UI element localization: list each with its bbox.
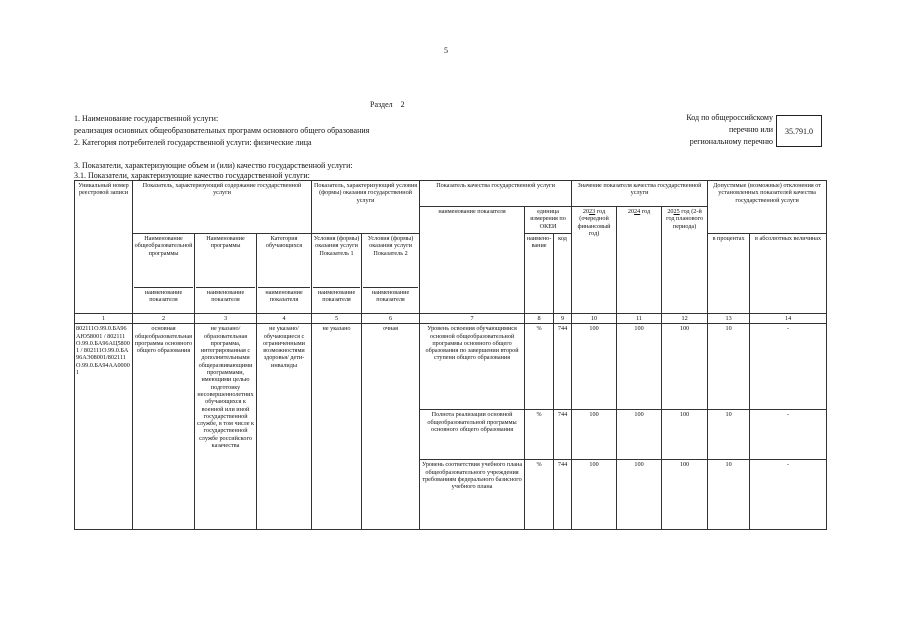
col-num-8: 8 [525, 314, 554, 324]
deviation-pct-2: 10 [708, 410, 750, 460]
service-name-value: реализация основных общеобразовательных программ основного общего образования [74, 126, 370, 135]
header-program-type [133, 234, 195, 314]
program-title: Наименование программы [206, 235, 245, 250]
value-year3-3: 100 [662, 460, 708, 530]
value-year2-2: 100 [617, 410, 662, 460]
indicators-heading: 3. Показатели, характеризующие объем и (или) качество государственной услуги: [74, 161, 353, 170]
value-year2-3: 100 [617, 460, 662, 530]
year2-prefix: 20 [627, 208, 635, 215]
header-year2 [617, 207, 662, 314]
header-unit-code: код [554, 234, 572, 314]
cond2-title: Условия (формы) оказания услуги Показатель 2 [367, 235, 414, 257]
header-category [257, 234, 312, 314]
indicator-name-2: Полнота реализации основной общеобразовательной программы основного общего образования [420, 410, 525, 460]
value-year1-3: 100 [572, 460, 617, 530]
col-num-4: 4 [257, 314, 312, 324]
year3-prefix: 20 [667, 208, 674, 215]
program-subtitle: наименование показателя [196, 287, 255, 304]
section-label: Раздел [370, 100, 393, 109]
code-1: 744 [554, 324, 572, 410]
year3-caption: год (2-й год планового периода) [666, 208, 704, 230]
header-content: Показатель, характеризующий содержание государственной услуги [133, 181, 312, 234]
deviation-abs-3: - [750, 460, 827, 530]
cond2-value: очная [362, 324, 420, 530]
section-number: 2 [400, 100, 405, 109]
deviation-pct-1: 10 [708, 324, 750, 410]
value-year2-1: 100 [617, 324, 662, 410]
consumer-category: 2. Категория потребителей государственной услуги: физические лица [74, 138, 312, 147]
category-value: не указано/ обучающиеся с ограниченными возможностями здоровья/ дети-инвалиды [257, 324, 312, 530]
header-program [195, 234, 257, 314]
program-value: не указано/ образовательная программа, интегрированная с дополнительными общеразвивающими программами, имеющими целью подготовку несовершеннолетних обучающихся к военной или иной государственной службе, в том числе к государственной службе российского казачества [195, 324, 257, 530]
code-label [686, 112, 773, 148]
program-type-title: Наименование общеобразовательной программы [134, 235, 193, 257]
cond1-value: не указано [312, 324, 362, 530]
deviation-abs-1: - [750, 324, 827, 410]
header-absolute: в абсолютных величинах [750, 234, 827, 314]
deviation-abs-2: - [750, 410, 827, 460]
value-year1-2: 100 [572, 410, 617, 460]
value-year3-1: 100 [662, 324, 708, 410]
indicator-name-3: Уровень соответствия учебного плана общеобразовательного учреждения требованиям федерального базисного учебного плана [420, 460, 525, 530]
code-label-line1: Код по общероссийскому [686, 113, 773, 122]
header-percent: в процентах [708, 234, 750, 314]
header-unit-name: наимено-вание [525, 234, 554, 314]
code-3: 744 [554, 460, 572, 530]
year2-value: 24 [634, 208, 641, 215]
header-cond1 [312, 234, 362, 314]
col-num-11: 11 [617, 314, 662, 324]
col-num-10: 10 [572, 314, 617, 324]
indicator-name-1: Уровень освоения обучающимися основной общеобразовательной программы основного общего образования по завершении второй ступени общего образования [420, 324, 525, 410]
registry-code-box [776, 115, 822, 147]
registry-code: 35.791.0 [785, 126, 813, 136]
code-label-line3: региональному перечню [689, 137, 773, 146]
code-label-line2: перечню или [728, 125, 773, 134]
year1-prefix: 20 [582, 208, 590, 215]
section-heading [370, 100, 405, 109]
header-registry: Уникальный номер реестровой записи [75, 181, 133, 314]
col-num-1: 1 [75, 314, 133, 324]
header-year1 [572, 207, 617, 314]
code-2: 744 [554, 410, 572, 460]
year3-value: 25 [673, 208, 680, 215]
unit-3: % [525, 460, 554, 530]
header-deviation: Допустимые (возможные) отклонения от установленных показателей качества государственной услуги [708, 181, 827, 234]
header-cond2 [362, 234, 420, 314]
program-type-subtitle: наименование показателя [134, 287, 193, 304]
category-subtitle: наименование показателя [258, 287, 310, 304]
col-num-14: 14 [750, 314, 827, 324]
cond1-title: Условия (формы) оказания услуги Показатель 1 [313, 235, 360, 257]
col-num-5: 5 [312, 314, 362, 324]
registry-number: 802111О.99.0.БА96АЮ58001 / 802111О.99.0.БА96АЦ58001 / 802111О.99.0.БА96АЭ08001/802111О.99.0.БА94АА00001 [75, 324, 133, 530]
category-title: Категория обучающихся [265, 235, 303, 250]
col-num-3: 3 [195, 314, 257, 324]
value-year1-1: 100 [572, 324, 617, 410]
value-year3-2: 100 [662, 410, 708, 460]
header-unit: единица измерения по ОКЕИ [525, 207, 572, 234]
unit-1: % [525, 324, 554, 410]
cond2-subtitle: наименование показателя [363, 287, 418, 304]
col-num-13: 13 [708, 314, 750, 324]
col-num-2: 2 [133, 314, 195, 324]
col-num-12: 12 [662, 314, 708, 324]
col-num-6: 6 [362, 314, 420, 324]
page-number: 5 [444, 46, 448, 55]
program-type-value: основная общеобразовательная программа основного общего образования [133, 324, 195, 530]
year2-caption: год [641, 208, 651, 215]
header-conditions: Показатель, характеризующий условия (формы) оказания государственной услуги [312, 181, 420, 234]
header-values: Значение показателя качества государственной услуги [572, 181, 708, 207]
service-name-label: 1. Наименование государственной услуги: [74, 114, 219, 123]
quality-indicators-heading: 3.1. Показатели, характеризующие качество государственной услуги: [74, 171, 310, 180]
quality-indicators-table [74, 180, 827, 530]
year1-value: 23 [589, 208, 596, 215]
col-num-7: 7 [420, 314, 525, 324]
unit-2: % [525, 410, 554, 460]
cond1-subtitle: наименование показателя [313, 287, 360, 304]
header-quality: Показатель качества государственной услуги [420, 181, 572, 207]
header-year3 [662, 207, 708, 314]
header-indicator-name: наименование показателя [420, 207, 525, 314]
col-num-9: 9 [554, 314, 572, 324]
deviation-pct-3: 10 [708, 460, 750, 530]
year1-caption: год (очередной финансовый год) [577, 208, 611, 237]
